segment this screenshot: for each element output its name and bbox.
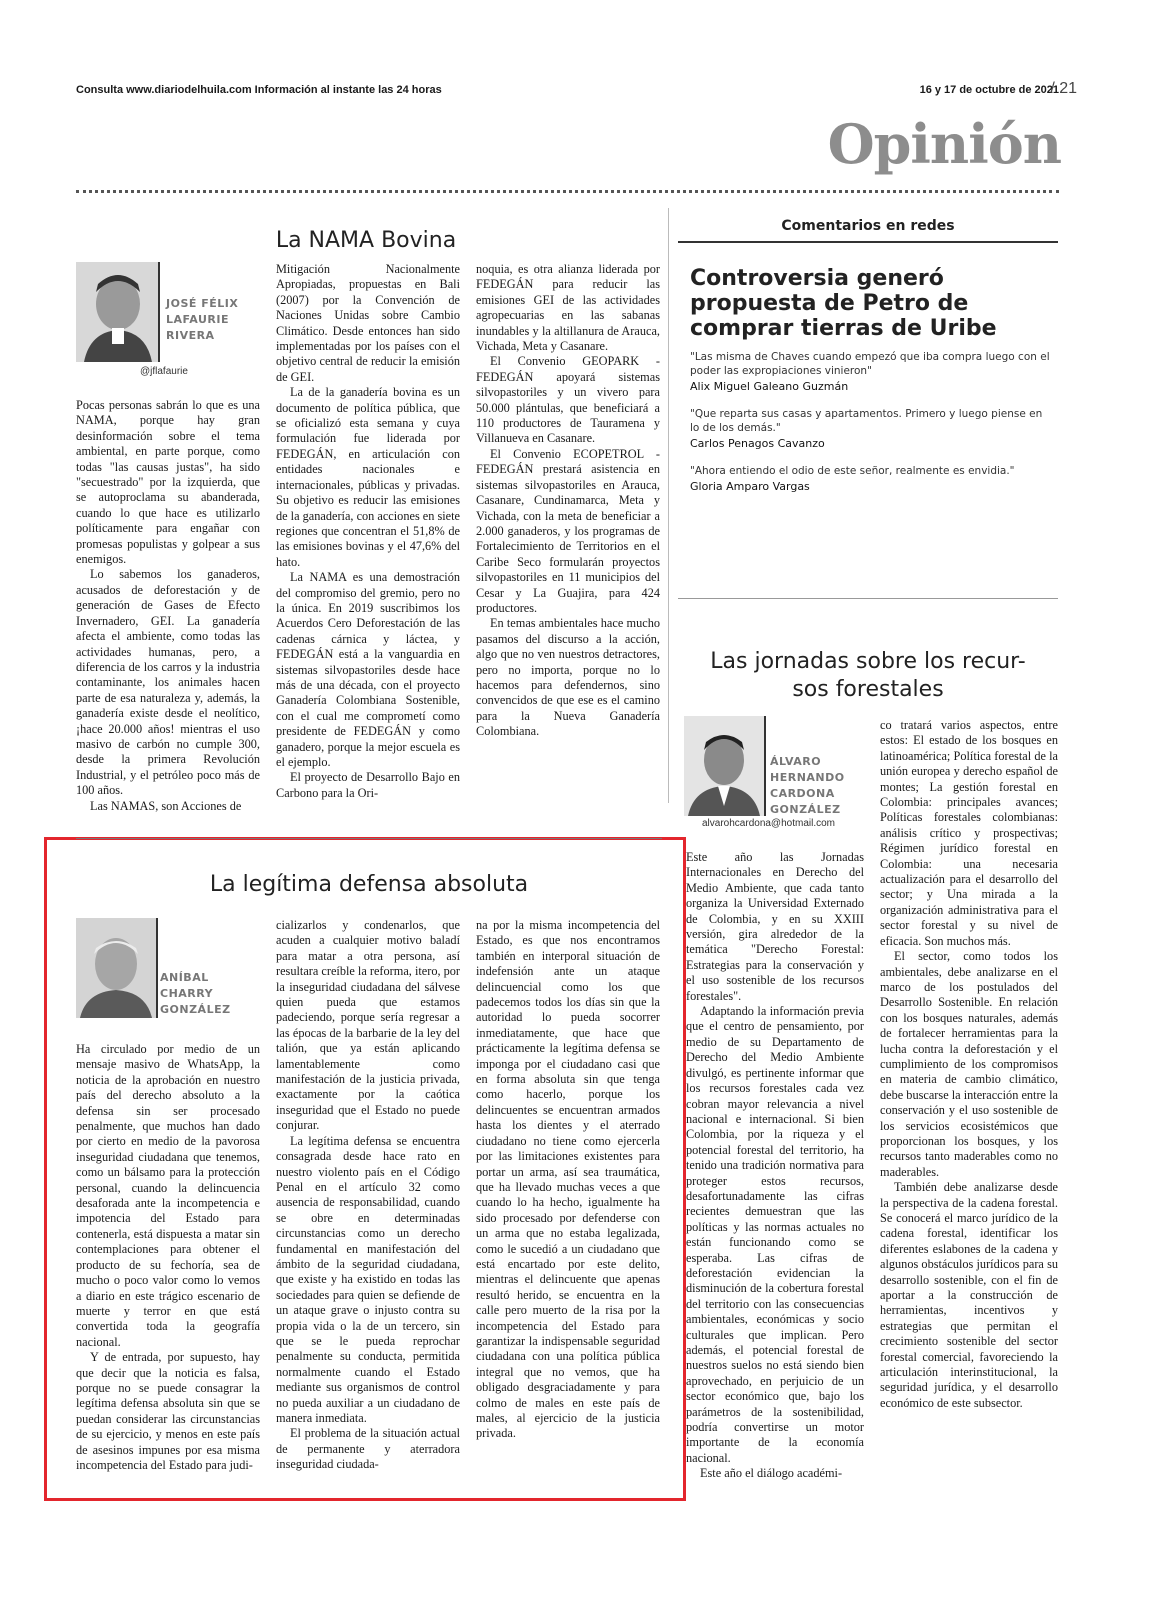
author1-rule bbox=[158, 262, 160, 362]
author3-photo bbox=[76, 918, 156, 1018]
comment-quote: "Las misma de Chaves cuando empezó que iba compra luego con el poder las expropiaciones vinieron" bbox=[690, 351, 1050, 377]
article3-column-2: cializarlos y condenarlos, que acuden a cualquier motivo baladí para matar a otra persona, así resultara creíble la reforma, itero, por la inseguridad ciudadana del sálvese quien pueda que estamos padeciendo, porque sería regresar a las épocas de la barbarie de la ley del talión, que ya están aplicando lamentablemente como manifestación de la justicia privada, exactamente por la caótica inseguridad que el Estado no puede conjurar. La legítima defensa se encuentra consagrada desde hace rato en nuestro violento país en el Código Penal en el artículo 32 como ausencia de responsabilidad, cuando se obre en determinadas circunstancias como un derecho fundamental en manifestación del ámbito de la seguridad ciudadana, que existe y ha existido en todas las sociedades para quien se defiende de un ataque grave o injusto contra su propia vida o la de un tercero, sin que se le pueda reprochar penalmente su conducta, permitida normalmente cuando el Estado mediante sus organismos de control no pueda auxiliar a un ciudadano de manera inmediata. El problema de la situación actual de permanente y aterradora inseguridad ciudada- bbox=[276, 918, 461, 1472]
article1-title: La NAMA Bovina bbox=[275, 228, 457, 253]
article2-column-1: Este año las Jornadas Internacionales en Derecho del Medio Ambiente, que cada tanto organiza la Universidad Externado de Colombia, y en su XXIII versión, gira alrededor de la temática "Derecho Forestal: Estrategias para la conservación y el uso sostenible de los recursos forestales". Adaptando la información previa que el centro de pensamiento, por medio de su Departamento de Derecho del Medio Ambiente divulgó, es pertinente informar que los recursos forestales cada vez cobran mayor relevancia a nivel nacional e internacional. Si bien Colombia, por la riqueza y el potencial forestal del territorio, ha tenido una tradición normativa para proteger estos recursos, desafortunadamente las cifras recientes demuestran que las políticas y las normas actuales no están funcionando como se esperaba. Las cifras de deforestación evidencian la disminución de la cobertura forestal del territorio con las consecuencias ambientales, económicas y socio culturales que implican. Pero además, el potencial forestal de nuestros suelos no está siendo bien aprovechado, en perjuicio de un sector económico que, bajo los parámetros de la sostenibilidad, podría convertirse un motor importante de la economía nacional. Este año el diálogo académi- bbox=[686, 850, 864, 1481]
article2-column-2: co tratará varios aspectos, entre estos: El estado de los bosques en latinoamérica; Política forestal de la unión europea y derecho español de montes; La gestión forestal en Colombia: principales avances; Políticas forestales colombianas: análisis crítico y prospectivas; Régimen jurídico forestal en Colombia: una necesaria actualización para el desarrollo del sector; y Una mirada a la organización administrativa para el sector forestal y su nivel de eficacia. Son muchos más. El sector, como todos los ambientales, debe analizarse en el marco de los postulados del Desarrollo Sostenible. En relación con los bosques naturales, además de fortalecer herramientas para la lucha contra la deforestación y el cumplimiento de los compromisos en materia de cambio climático, debe buscarse la interacción entre la conservación y el uso sostenible de los servicios ecosistémicos que proporcionan los bosques, y los recursos tanto maderables como no maderables. También debe analizarse desde la perspectiva de la cadena forestal. Se conocerá el marco jurídico de la cadena forestal, identificar los diferentes eslabones de la cadena y algunos obstáculos jurídicos para su desarrollo sostenible, con el fin de aportar a la construcción de herramientas, incentivos y estrategias que permitan el crecimiento sostenible del sector forestal comercial, favoreciendo la articulación interinstitucional, la seguridad jurídica, y el desarrollo económico de este subsector. bbox=[880, 718, 1058, 1410]
author2-name: ÁLVARO HERNANDO CARDONA GONZÁLEZ bbox=[770, 755, 845, 816]
comment-author: Alix Miguel Galeano Guzmán bbox=[690, 380, 849, 393]
header-divider bbox=[76, 190, 1059, 193]
article3-top-rule bbox=[76, 838, 662, 839]
page-number: / 21 bbox=[1050, 80, 1077, 97]
comment-quote: "Ahora entiendo el odio de este señor, realmente es envidia." bbox=[690, 465, 1015, 477]
comment-item bbox=[690, 350, 1050, 393]
article3-column-3: na por la misma incompetencia del Estado, es que nos encontramos también en interporal situación de indefensión ante un ataque delincuencial como los que padecemos todos los días sin que la autoridad lo pueda socorrer inmediatamente, que hace que prácticamente la legítima defensa se imponga por el ciudadano casi que en forma absoluta sin que tenga como hacerlo, porque los delincuentes se encuentran armados hasta los dientes y el aterrado ciudadano no tiene como ejercerla por las limitaciones existentes para portar un arma, así sea traumática, que ha llevado muchas veces a que cuando lo ha hecho, igualmente ha sido procesado por defenderse con un arma que no estaba legalizada, como le sucedió a un ciudadano que está encartado por este delito, mientras el delincuente que apenas resultó herido, se encuentra en la calle pero muerto de la risa por la incompetencia del Estado para garantizar la indispensable seguridad ciudadana con una política pública integral que no vemos, que ha obligado desgraciadamente y para colmo de males en este país de males, al ejercicio de la justicia privada. bbox=[476, 918, 660, 1441]
comments-bottom-rule bbox=[678, 598, 1058, 599]
section-title: Opinión bbox=[827, 112, 1061, 176]
author3-rule bbox=[156, 918, 158, 1018]
issue-date: 16 y 17 de octubre de 2021 bbox=[919, 84, 1059, 96]
article1-column-2: Mitigación Nacionalmente Apropiadas, propuestas en Bali (2007) por la Convención de Naciones Unidas sobre Cambio Climático. Desde entonces han sido implementadas por los países con el objetivo central de reducir la emisión de GEI. La de la ganadería bovina es un documento de política pública, que se oficializó esta semana y cuya formulación fue liderada por FEDEGÁN, en articulación con entidades nacionales e internacionales, públicas y privadas. Su objetivo es reducir las emisiones de la ganadería, con acciones en siete regiones que concentran el 51,8% de las emisiones bovinas y el 47,6% del hato. La NAMA es una demostración del compromiso del gremio, pero no la única. En 2019 suscribimos los Acuerdos Cero Deforestación de las cadenas cárnica y láctea, y FEDEGÁN está a la vanguardia en sistemas silvopastoriles desde hace más de una década, con el proyecto Ganadería Colombiana Sostenible, con el cual me comprometí como presidente de FEDEGÁN y como ganadero, porque la mejor escuela es el ejemplo. El proyecto de Desarrollo Bajo en Carbono para la Ori- bbox=[276, 262, 461, 800]
site-promo: Consulta www.diariodelhuila.com Información al instante las 24 horas bbox=[76, 84, 442, 96]
comment-author: Carlos Penagos Cavanzo bbox=[690, 437, 825, 450]
author1-photo bbox=[76, 262, 158, 362]
author2-email: alvarohcardona@hotmail.com bbox=[702, 818, 835, 829]
article3-column-1: Ha circulado por medio de un mensaje masivo de WhatsApp, la noticia de la aprobación en nuestro país del derecho absoluto a la defensa sin ser procesado penalmente, que muchos han dado por cierto en medio de la pavorosa inseguridad ciudadana que tenemos, como un bálsamo para la protección personal, cuando la delincuencia desaforada ante la incompetencia e impotencia del Estado para contenerla, está dispuesta a matar sin contemplaciones para obtener el producto de su fechoría, sea de mucho o poco valor como lo vemos a diario en este trágico escenario de muerte y terror en que está convertida toda la geografía nacional. Y de entrada, por supuesto, hay que decir que la noticia es falsa, porque no se puede consagrar la legítima defensa absoluta sin que se puedan considerar las circunstancias de su ejercicio, y menos en este país de asesinos impunes por esa misma incompetencia del Estado para judi- bbox=[76, 1042, 260, 1472]
comments-section-title: Comentarios en redes bbox=[781, 218, 955, 234]
article1-column-3: noquia, es otra alianza liderada por FEDEGÁN para reducir las emisiones GEI de las actividades agropecuarias en las sabanas inundables y la altillanura de Arauca, Vichada, Meta y Casanare. El Convenio GEOPARK - FEDEGÁN apoyará sistemas silvopastoriles y un vivero para 50.000 plántulas, que beneficiará a 110 productores de Tauramena y Villanueva en Casanare. El Convenio ECOPETROL - FEDEGÁN prestará asistencia en sistemas silvopastoriles en Arauca, Casanare, Cundinamarca, Meta y Vichada, con la meta de beneficiar a 2.000 ganaderos, y los programas de Fortalecimiento de Territorios en el Caribe Seco formularán proyectos silvopastoriles en 11 municipios del Cesar y La Guajira, para 424 productores. En temas ambientales hace mucho pasamos del discurso a la acción, algo que no ven nuestros detractores, pero no importa, porque no lo hacemos para defendernos, sino convencidos de que ese es el camino para la Nueva Ganadería Colombiana. bbox=[476, 262, 660, 739]
comment-item bbox=[690, 407, 1050, 450]
comments-list bbox=[690, 350, 1050, 507]
author1-name: JOSÉ FÉLIX LAFAURIE RIVERA bbox=[166, 297, 239, 342]
article2-title: Las jornadas sobre los recur- sos forestales bbox=[710, 649, 1026, 702]
comment-quote: "Que reparta sus casas y apartamentos. Primero y luego piense en lo de los demás." bbox=[690, 408, 1043, 434]
article1-column-1: Pocas personas sabrán lo que es una NAMA, porque hay gran desinformación sobre el tema ambiental, en parte porque, como todas "las causas justas", ha sido "secuestrado" por la izquierda, que se autoproclama su abanderada, cuando lo que hace es utilizarlo políticamente para engañar con promesas populistas y golpear a sus enemigos. Lo sabemos los ganaderos, acusados de deforestación y de generación de Gases de Efecto Invernadero, GEI. La ganadería afecta el ambiente, como todas las actividades humanas, pero, a diferencia de los carros y la industria contaminante, los animales hacen parte de esa naturaleza y, además, la ganadería existe desde el neolítico, ¡hace 20.000 años! mientras el uso masivo de carbón no cumple 300, desde la primera Revolución Industrial, y el petróleo poco más de 100 años. Las NAMAS, son Acciones de bbox=[76, 398, 260, 813]
article3-title: La legítima defensa absoluta bbox=[209, 872, 529, 897]
comment-author: Gloria Amparo Vargas bbox=[690, 480, 810, 493]
comments-headline: Controversia generó propuesta de Petro de comprar tierras de Uribe bbox=[690, 266, 997, 341]
comments-top-rule bbox=[678, 241, 1058, 243]
author1-handle: @jflafaurie bbox=[140, 366, 188, 377]
comment-item bbox=[690, 464, 1050, 493]
author2-photo bbox=[684, 716, 764, 816]
column-divider bbox=[668, 208, 669, 803]
author2-rule bbox=[764, 716, 766, 816]
author3-name: ANÍBAL CHARRY GONZÁLEZ bbox=[160, 971, 231, 1016]
